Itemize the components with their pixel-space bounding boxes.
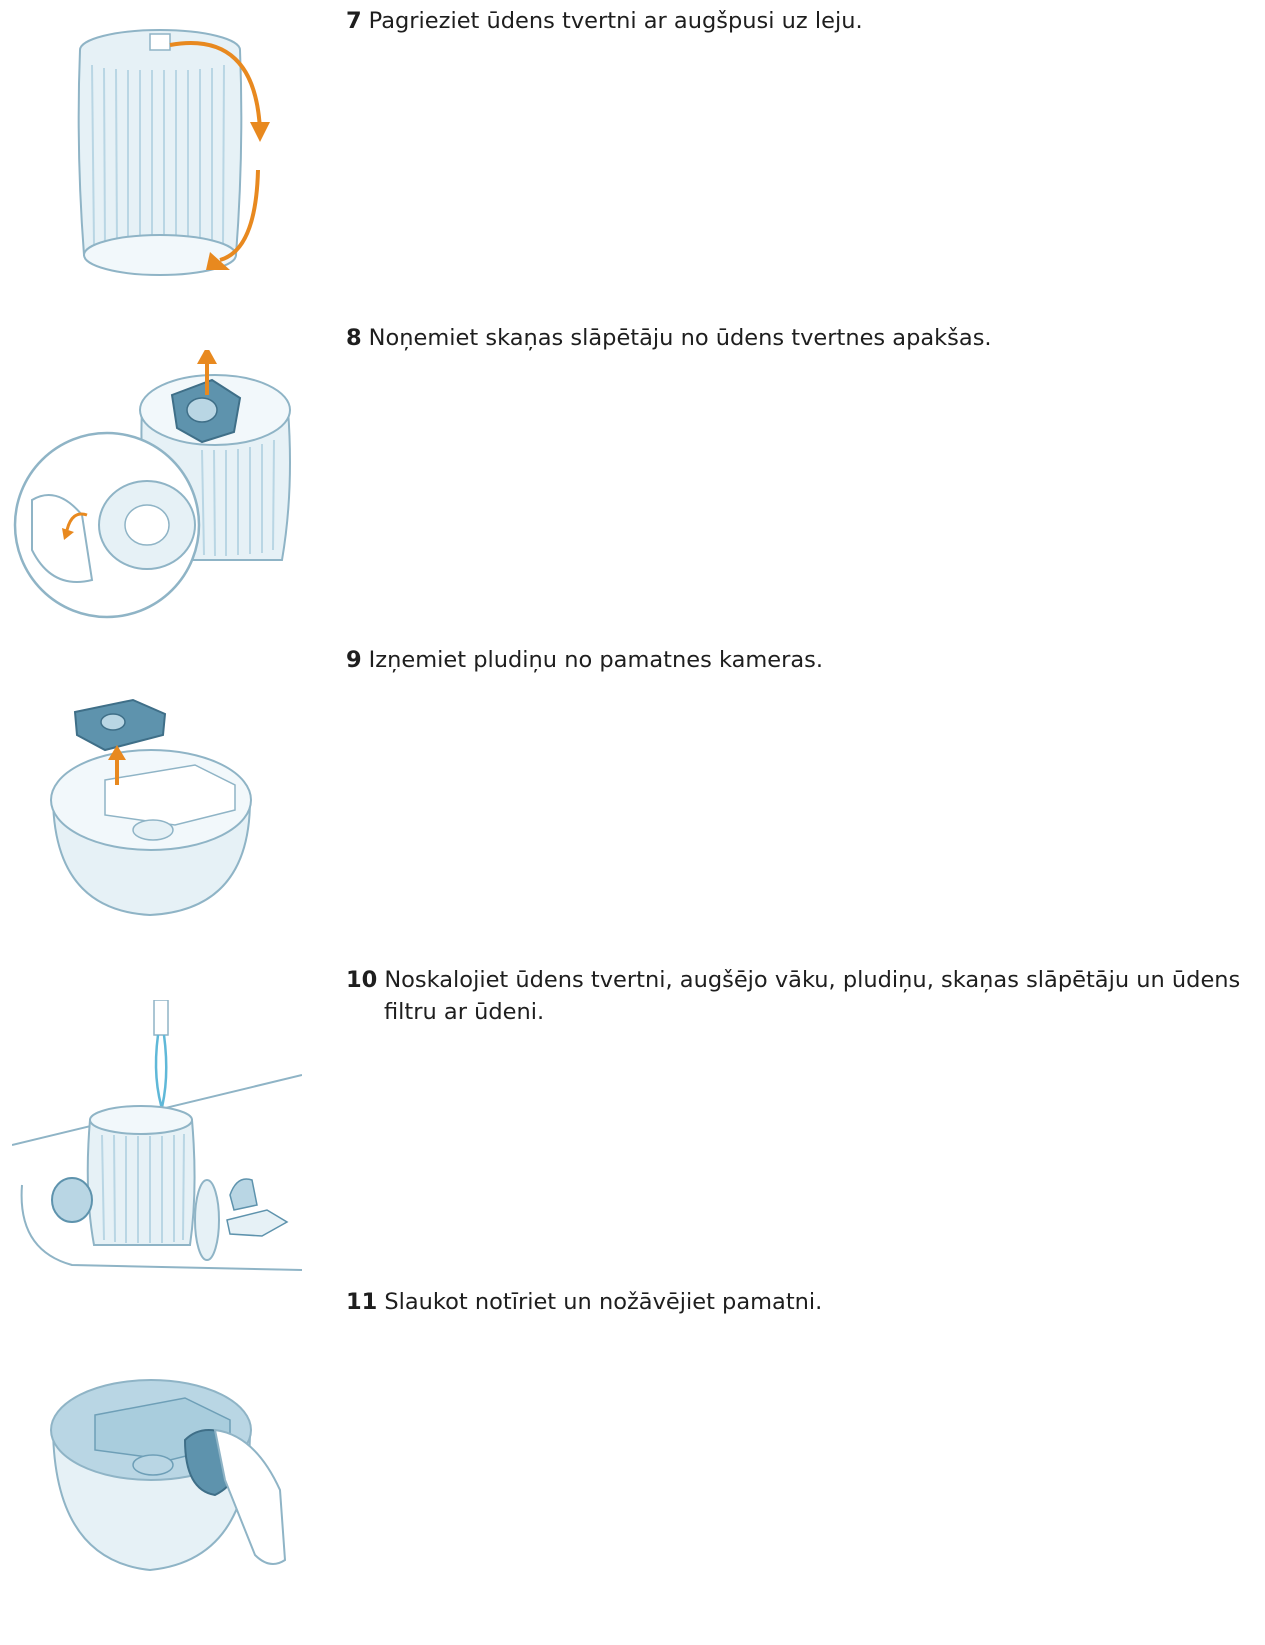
step-number: 10 [346,967,378,993]
step-9-text [346,644,1246,676]
step-7-illustration [70,20,300,290]
step-description: Noskalojiet ūdens tvertni, augšējo vāku, pludiņu, skaņas slāpētāju un ūdens [384,967,1241,993]
step-number: 9 [346,647,362,673]
sound-damper-removal-illustration [12,350,302,630]
step-9-illustration [45,690,265,930]
step-10-illustration [12,1000,302,1290]
step-description-continued: filtru ar ūdeni. [384,999,545,1025]
step-8-text [346,322,1246,354]
wipe-base-illustration [45,1370,305,1630]
step-number: 7 [346,8,362,34]
step-description: Izņemiet pludiņu no pamatnes kameras. [368,647,824,673]
step-11-text [346,1286,1246,1318]
step-number: 11 [346,1289,378,1315]
step-number: 8 [346,325,362,351]
step-7-text [346,5,1246,37]
step-11-illustration [45,1370,305,1630]
step-8-illustration [12,350,302,630]
step-10-text [346,964,1246,1028]
step-description: Pagrieziet ūdens tvertni ar augšpusi uz leju. [368,8,863,34]
water-tank-rotate-illustration [70,20,300,290]
float-removal-illustration [45,690,265,930]
rinse-parts-illustration [12,1000,302,1290]
step-description: Noņemiet skaņas slāpētāju no ūdens tvertnes apakšas. [368,325,992,351]
step-description: Slaukot notīriet un nožāvējiet pamatni. [384,1289,823,1315]
